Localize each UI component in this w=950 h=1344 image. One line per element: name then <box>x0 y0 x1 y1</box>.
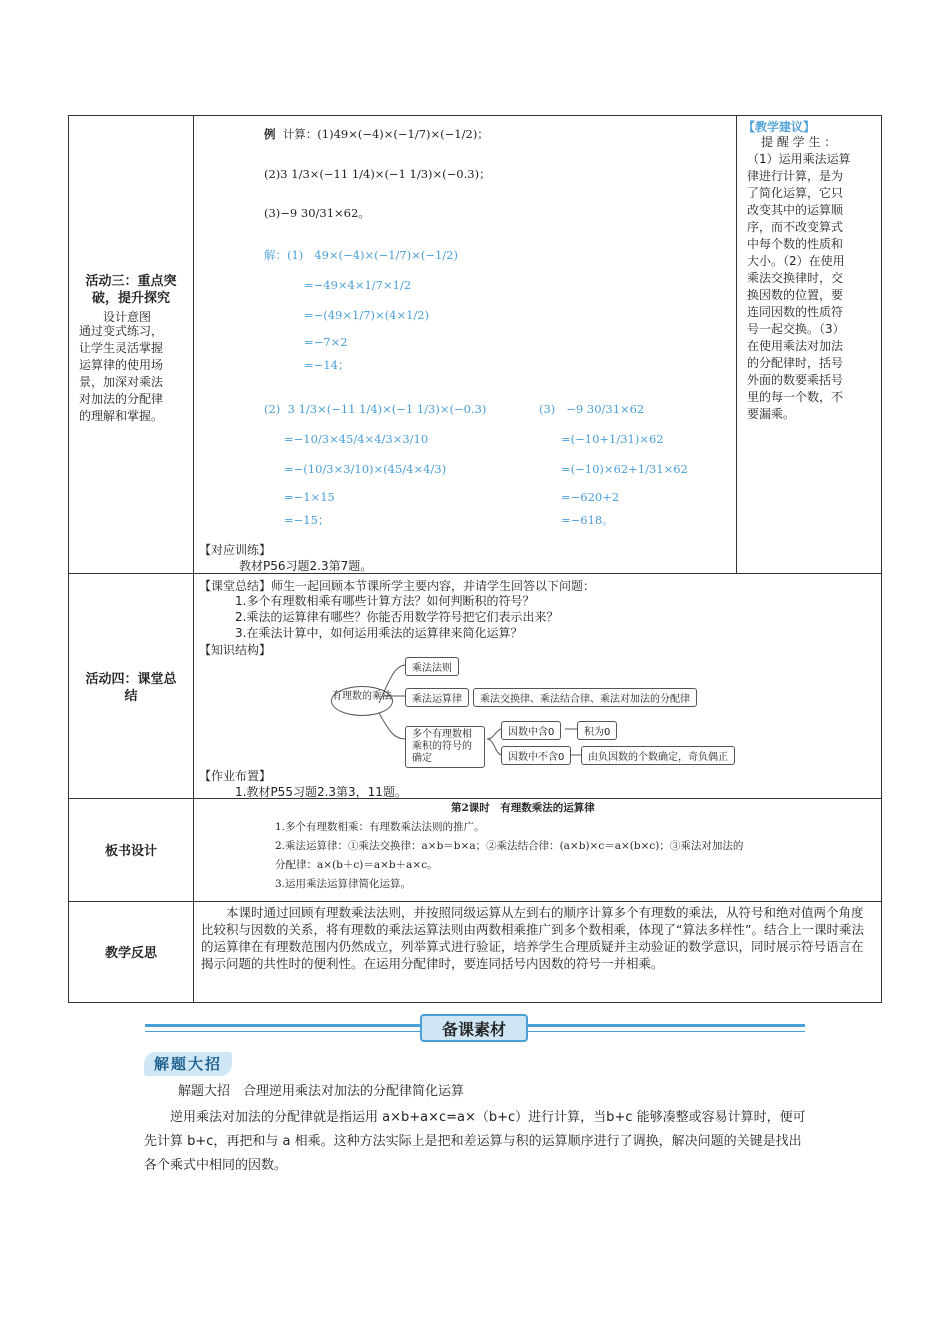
summary-question: 1.多个有理数相乘有哪些计算方法？如何判断积的符号？ <box>235 594 535 608</box>
solution-3 <box>539 394 688 530</box>
suggestion-line: 大小。（2）在使用 <box>747 254 845 268</box>
homework-text: 1.教材P55习题2.3第3，11题。 <box>235 785 407 799</box>
example-label: 例 <box>264 127 276 141</box>
solution-step: =(−10)×62+1/31×62 <box>561 462 688 476</box>
suggestion-divider <box>736 116 737 573</box>
board-label: 板书设计 <box>104 844 157 859</box>
mindmap-node-nonzero-result: 由负因数的个数确定，奇负偶正 <box>581 746 735 765</box>
reflection-text: 本课时通过回顾有理数乘法法则，并按照同级运算从左到右的顺序计算多个有理数的乘法，从符号和绝对值两个角度比较积与因数的关系，将有理数的乘法运算法则由两数相乘推广到多个数相乘，体现了“算法多样性”。结合上一课时乘法的运算律在有理数范围内仍然成立，列举算式进行验证，培养学生合理质疑并主动验证的数学意识，同时展示符号语言在揭示问题的共性时的便利性。在运用分配律时，要连同括号内因数的符号一并相乘。 <box>201 905 864 971</box>
activity3-title <box>69 273 193 307</box>
solution-step: =(−10+1/31)×62 <box>561 432 664 446</box>
design-line: 运算律的使用场 <box>79 358 164 372</box>
training-text: 教材P56习题2.3第7题。 <box>239 559 373 573</box>
suggestion-line: 在使用乘法对加法 <box>747 339 844 353</box>
summary-intro: 【课堂总结】师生一起回顾本节课所学主要内容，并请学生回答以下问题： <box>199 579 596 593</box>
training-heading: 【对应训练】 <box>199 543 272 557</box>
solution-2 <box>264 394 486 530</box>
solution-step: =−1×15 <box>284 490 335 504</box>
knowledge-heading: 【知识结构】 <box>199 643 272 657</box>
design-line: 景，加深对乘法 <box>79 375 164 389</box>
row-divider <box>69 798 881 799</box>
suggestion-text <box>747 134 877 423</box>
solution-label: (3) <box>539 402 556 416</box>
example-line-2: (2)3 1/3×(−11 1/4)×(−1 1/3)×(−0.3)； <box>264 167 491 181</box>
solution-label: 解：(1) <box>264 248 304 262</box>
design-line: 通过变式练习， <box>79 324 164 338</box>
mindmap-node-nonzero: 因数中不含0 <box>501 746 571 765</box>
design-line: 对加法的分配律 <box>79 392 164 406</box>
tips-badge-label: 解题大招 <box>153 1055 222 1073</box>
design-heading: 设计意图 <box>103 310 152 324</box>
suggestion-line: 了简化运算，它只 <box>747 186 844 200</box>
row-divider <box>69 901 881 902</box>
column-divider <box>193 116 194 1002</box>
design-line: 的理解和掌握。 <box>79 409 164 423</box>
solution-step: =−7×2 <box>304 335 348 349</box>
mindmap-center-label: 有理数的乘法 <box>332 691 392 702</box>
activity3-title-line: 破，提升探究 <box>91 291 170 306</box>
summary-question: 2.乘法的运算律有哪些？你能否用数学符号把它们表示出来？ <box>235 610 559 624</box>
solution-step: =−620+2 <box>561 490 620 504</box>
material-banner-label: 备课素材 <box>441 1020 506 1039</box>
suggestion-line: 连同因数的性质符 <box>747 305 844 319</box>
suggestion-line: 里的每一个数，不 <box>747 390 844 404</box>
suggestion-line: 中每个数的性质和 <box>747 237 844 251</box>
board-line-3: 3.运用乘法运算律简化运算。 <box>275 878 412 890</box>
solution-step: 3 1/3×(−11 1/4)×(−1 1/3)×(−0.3) <box>287 402 487 416</box>
mindmap-node-sign <box>405 726 485 768</box>
solution-1 <box>264 240 458 376</box>
material-banner <box>420 1014 528 1042</box>
suggestion-line: 号一起交换。（3） <box>747 322 845 336</box>
suggestion-line: 要漏乘。 <box>747 407 796 421</box>
suggestion-line: 换因数的位置，要 <box>747 288 844 302</box>
board-title: 第2课时 有理数乘法的运算律 <box>451 802 595 814</box>
board-line-1: 1.多个有理数相乘：有理数乘法法则的推广。 <box>275 821 485 833</box>
suggestion-line: 改变其中的运算顺 <box>747 203 844 217</box>
activity4-title-line: 活动四：课堂总 <box>85 672 177 687</box>
mindmap-center <box>331 686 393 716</box>
mindmap-node-zero: 因数中含0 <box>501 721 561 740</box>
board-line-2a: 2.乘法运算律：①乘法交换律：a×b＝b×a；②乘法结合律：(a×b)×c＝a×(b×c)；③乘法对加法的 <box>275 840 744 852</box>
solution-step: =−10/3×45/4×4/3×3/10 <box>284 432 429 446</box>
solution-step: 49×(−4)×(−1/7)×(−1/2) <box>314 248 458 262</box>
solution-step: −9 30/31×62 <box>566 402 645 416</box>
solution-step: =−49×4×1/7×1/2 <box>304 278 412 292</box>
solution-step: =−(49×1/7)×(4×1/2) <box>304 308 430 322</box>
tips-badge <box>144 1052 232 1076</box>
activity4-title <box>69 671 193 705</box>
lesson-table <box>68 115 882 1003</box>
suggestion-line: （1）运用乘法运算 <box>747 152 851 166</box>
example-line-3: (3)−9 30/31×62。 <box>264 206 370 220</box>
reflection-label: 教学反思 <box>104 946 157 961</box>
mindmap-node-zero-result: 积为0 <box>577 721 617 740</box>
example-line-1 <box>264 126 489 142</box>
example-text: 计算：(1)49×(−4)×(−1/7)×(−1/2)； <box>282 127 489 141</box>
solution-step: =−(10/3×3/10)×(45/4×4/3) <box>284 462 447 476</box>
activity3-title-line: 活动三：重点突 <box>85 274 177 289</box>
mindmap-node-laws: 乘法运算律 <box>405 688 469 707</box>
suggestion-line: 乘法交换律时，交 <box>747 271 844 285</box>
suggestion-line: 序，而不改变算式 <box>747 220 844 234</box>
solution-step: =−618。 <box>561 513 614 527</box>
solution-step: =−14； <box>304 358 350 372</box>
row-divider <box>69 573 881 574</box>
suggestion-line: 外面的数要乘括号 <box>747 373 844 387</box>
board-line-2b: 分配律：a×(b＋c)＝a×b＋a×c。 <box>275 859 438 871</box>
mindmap-node-sign-label: 多个有理数相乘积的符号的确定 <box>412 729 472 764</box>
solution-label: (2) <box>264 402 281 416</box>
summary-questions <box>235 593 558 641</box>
design-line: 让学生灵活掌握 <box>79 341 164 355</box>
suggestion-line: 律进行计算，是为 <box>747 169 844 183</box>
design-text <box>79 323 163 425</box>
solution-step: =−15； <box>284 513 330 527</box>
mindmap-node-rule: 乘法法则 <box>405 657 459 676</box>
summary-question: 3.在乘法计算中，如何运用乘法的运算律来简化运算？ <box>235 626 523 640</box>
suggestion-heading: 【教学建议】 <box>743 120 816 134</box>
activity4-title-line: 结 <box>124 689 138 704</box>
suggestion-line: 提 醒 学 生 ： <box>761 135 837 149</box>
material-subtitle: 解题大招 合理逆用乘法对加法的分配律简化运算 <box>178 1084 465 1099</box>
suggestion-line: 的分配律时，括号 <box>747 356 844 370</box>
homework-heading: 【作业布置】 <box>199 769 272 783</box>
material-paragraph: 逆用乘法对加法的分配律就是指运用 a×b+a×c=a×（b+c）进行计算，当b+c 能够凑整或容易计算时，便可先计算 b+c，再把和与 a 相乘。这种方法实际上是把和差运算与积的运算顺序进行了调换，解决问题的关键是找出各个乘式中相同的因数。 <box>144 1110 806 1173</box>
mindmap-node-laws-detail: 乘法交换律、乘法结合律、乘法对加法的分配律 <box>473 688 697 707</box>
